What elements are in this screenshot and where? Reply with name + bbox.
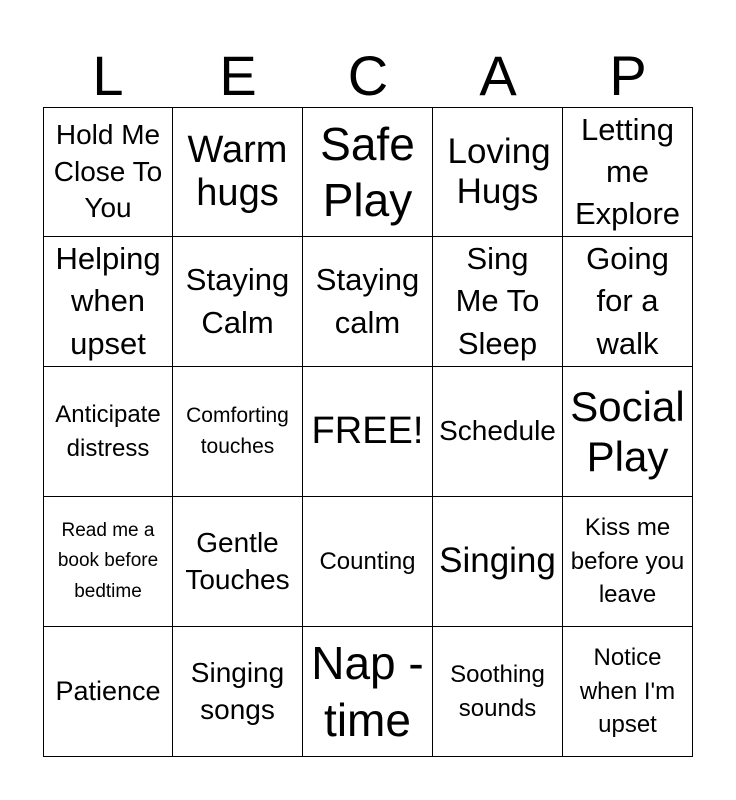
cell-text: Comforting touches <box>186 404 289 458</box>
cell-text: Hold Me Close To You <box>53 119 163 224</box>
cell-text: Gentle Touches <box>185 527 290 595</box>
cell-text: Social Play <box>570 382 685 480</box>
bingo-cell[interactable] <box>303 367 433 497</box>
cell-text: Counting <box>319 547 416 575</box>
cell-text: Letting me Explore <box>574 111 681 232</box>
cell-text: Read me a book before bedtime <box>57 519 159 602</box>
bingo-cell[interactable] <box>173 367 303 497</box>
cell-text: Warm hugs <box>187 129 288 214</box>
bingo-cell[interactable] <box>563 627 693 757</box>
cell-text: Nap -time <box>311 637 424 746</box>
bingo-cell[interactable] <box>43 107 173 237</box>
bingo-cell[interactable] <box>43 367 173 497</box>
bingo-board <box>43 107 693 757</box>
bingo-cell[interactable] <box>303 627 433 757</box>
cell-text: Schedule <box>439 415 556 447</box>
bingo-cell[interactable] <box>43 497 173 627</box>
bingo-cell[interactable] <box>563 367 693 497</box>
cell-text: Singing songs <box>190 657 285 725</box>
cell-text: FREE! <box>311 410 424 453</box>
bingo-cell[interactable] <box>563 237 693 367</box>
cell-text: Going for a walk <box>586 241 669 361</box>
cell-text: Loving Hugs <box>447 131 551 211</box>
cell-text: Staying Calm <box>185 262 290 340</box>
bingo-cell[interactable] <box>433 107 563 237</box>
bingo-cell[interactable] <box>433 627 563 757</box>
bingo-cell[interactable] <box>563 107 693 237</box>
cell-text: Staying calm <box>315 262 420 340</box>
bingo-cell[interactable] <box>433 237 563 367</box>
cell-text: Soothing sounds <box>450 660 545 722</box>
header-letter-a: A <box>479 44 517 107</box>
cell-text: Patience <box>55 676 161 707</box>
bingo-cell[interactable] <box>43 237 173 367</box>
cell-text: Helping when upset <box>55 241 161 361</box>
bingo-cell[interactable] <box>173 627 303 757</box>
header-letter-l: L <box>92 44 124 107</box>
bingo-cell[interactable] <box>173 237 303 367</box>
bingo-cell[interactable] <box>303 497 433 627</box>
cell-text: Anticipate distress <box>55 400 161 462</box>
bingo-cell[interactable] <box>563 497 693 627</box>
bingo-header <box>43 40 693 108</box>
bingo-cell[interactable] <box>173 497 303 627</box>
header-letter-c: C <box>347 44 389 107</box>
bingo-cell[interactable] <box>173 107 303 237</box>
bingo-cell[interactable] <box>433 367 563 497</box>
header-letter-e: E <box>219 44 257 107</box>
cell-text: Singing <box>439 541 556 581</box>
cell-text: Sing Me To Sleep <box>455 241 540 361</box>
cell-text: Safe Play <box>320 117 415 226</box>
bingo-cell[interactable] <box>303 237 433 367</box>
bingo-cell[interactable] <box>433 497 563 627</box>
bingo-cell[interactable] <box>303 107 433 237</box>
cell-text: Kiss me before you leave <box>570 514 685 609</box>
header-letter-p: P <box>609 44 647 107</box>
cell-text: Notice when I'm upset <box>579 644 676 739</box>
bingo-cell[interactable] <box>43 627 173 757</box>
